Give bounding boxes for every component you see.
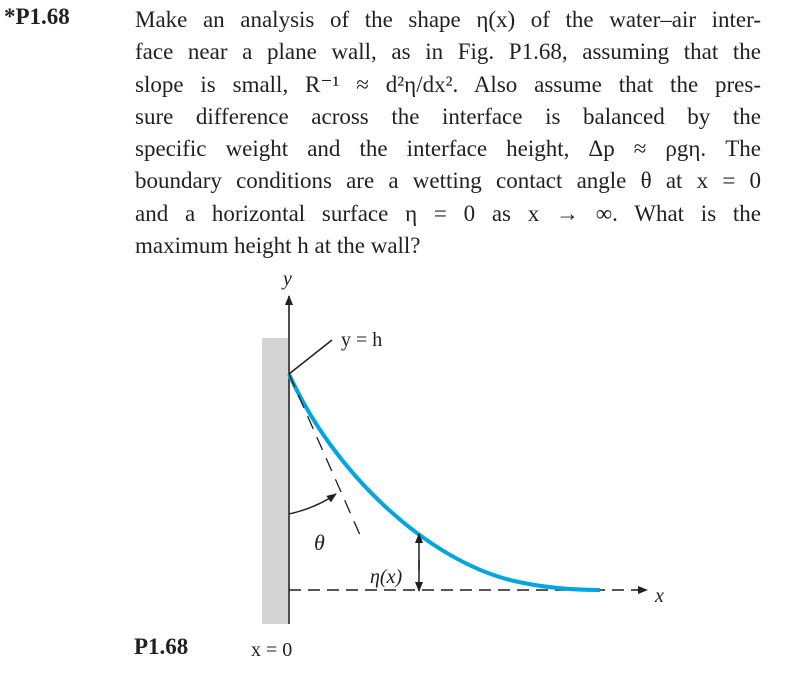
problem-text-line: boundary conditions are a wetting contact angle θ at x = 0 bbox=[135, 168, 761, 194]
interface-curve bbox=[289, 374, 600, 590]
problem-text-line: specific weight and the interface height, Δp ≈ ρgη. The bbox=[135, 136, 761, 162]
x-axis-label: x bbox=[655, 585, 664, 607]
problem-text-line: Make an analysis of the shape η(x) of the water–air inter- bbox=[135, 7, 761, 32]
problem-text-line: slope is small, R⁻¹ ≈ d²η/dx². Also assume that the pres- bbox=[135, 71, 761, 97]
problem-text-line: face near a plane wall, as in Fig. P1.68, assuming that the bbox=[135, 39, 761, 65]
interface-height-label: η(x) bbox=[370, 566, 403, 588]
wall bbox=[262, 338, 288, 624]
problem-text-line: and a horizontal surface η = 0 as x → ∞. What is the bbox=[135, 200, 761, 226]
y-axis-label: y bbox=[283, 268, 292, 290]
height-label: y = h bbox=[341, 329, 383, 351]
problem-text-line: sure difference across the interface is balanced by the bbox=[135, 103, 761, 129]
figure-label: P1.68 bbox=[134, 634, 189, 659]
wall-position-label: x = 0 bbox=[251, 639, 293, 661]
problem-text-line: maximum height h at the wall? bbox=[135, 233, 421, 259]
problem-number: *P1.68 bbox=[4, 4, 70, 29]
height-leader-line bbox=[289, 340, 332, 374]
contact-angle-label: θ bbox=[314, 530, 325, 555]
contact-angle-arc bbox=[289, 494, 336, 514]
